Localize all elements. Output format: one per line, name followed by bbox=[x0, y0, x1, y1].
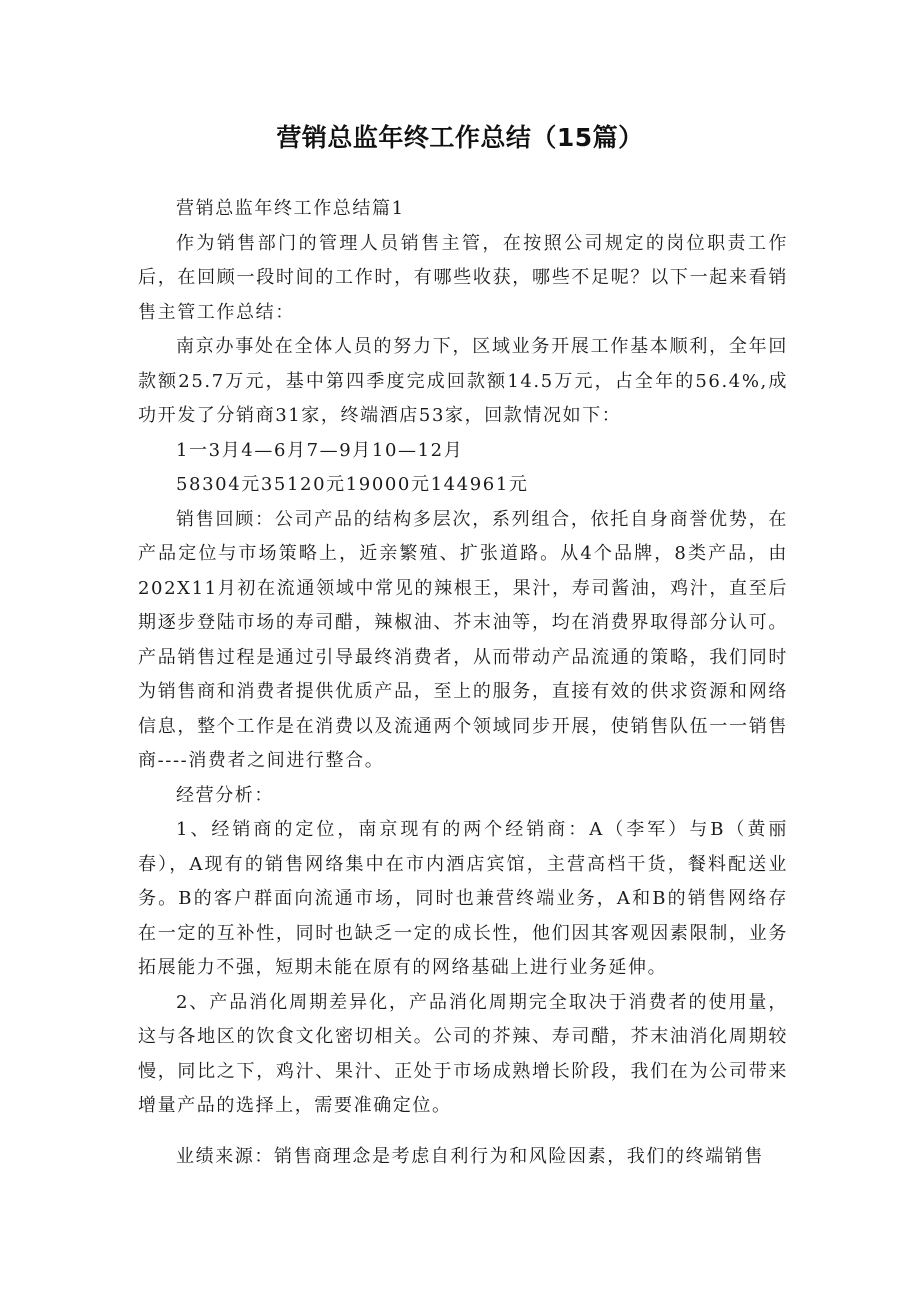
section-heading: 营销总监年终工作总结篇1 bbox=[176, 198, 405, 219]
paragraph-summary: 南京办事处在全体人员的努力下，区域业务开展工作基本顺利，全年回款额25.7万元，基中第四季度完成回款额14.5万元，占全年的56.4%,成功开发了分销商31家，终端酒店53家，回款情况如下： bbox=[138, 336, 788, 426]
paragraph-intro: 作为销售部门的管理人员销售主管，在按照公司规定的岗位职责工作后，在回顾一段时间的工作时，有哪些收获，哪些不足呢？以下一起来看销售主管工作总结： bbox=[138, 232, 788, 323]
paragraph-sales-review: 销售回顾：公司产品的结构多层次，系列组合，依托自身商誉优势，在产品定位与市场策略上，近亲繁殖、扩张道路。从4个品牌，8类产品，由202X11月初在流通领域中常见的辣根王，果汁，寿司酱油，鸡汁，直至后期逐步登陆市场的寿司醋，辣椒油、芥末油等，均在消费界取得部分认可。产品销售过程是通过引导最终消费者，从而带动产品流通的策略，我们同时为销售商和消费者提供优质产品，至上的服务，直接有效的供求资源和网络信息，整个工作是在消费以及流通两个领域同步开展，使销售队伍一一销售商----消费者之间进行整合。 bbox=[138, 508, 788, 771]
paragraph-amounts: 58304元35120元19000元144961元 bbox=[176, 474, 529, 495]
paragraph-dealer-positioning: 1、经销商的定位，南京现有的两个经销商：A（李军）与B（黄丽春），A现有的销售网络集中在市内酒店宾馆，主营高档干货，餐料配送业务。B的客户群面向流通市场，同时也兼营终端业务，A和B的销售网络存在一定的互补性，同时也缺乏一定的成长性，他们因其客观因素限制，业务拓展能力不强，短期未能在原有的网络基础上进行业务延伸。 bbox=[138, 819, 788, 978]
document-body bbox=[138, 192, 788, 1174]
paragraph-quarters: 1一3月4—6月7—9月10—12月 bbox=[176, 439, 464, 461]
paragraph-product-cycle: 2、产品消化周期差异化，产品消化周期完全取决于消费者的使用量，这与各地区的饮食文化密切相关。公司的芥辣、寿司醋，芥末油消化周期较慢，同比之下，鸡汁、果汁、正处于市场成熟增长阶段，我们在为公司带来增量产品的选择上，需要准确定位。 bbox=[138, 991, 788, 1116]
document-title: 营销总监年终工作总结（15篇） bbox=[276, 123, 644, 152]
paragraph-analysis-heading: 经营分析： bbox=[176, 784, 274, 806]
paragraph-performance-source: 业绩来源：销售商理念是考虑自利行为和风险因素，我们的终端销售 bbox=[176, 1145, 764, 1167]
